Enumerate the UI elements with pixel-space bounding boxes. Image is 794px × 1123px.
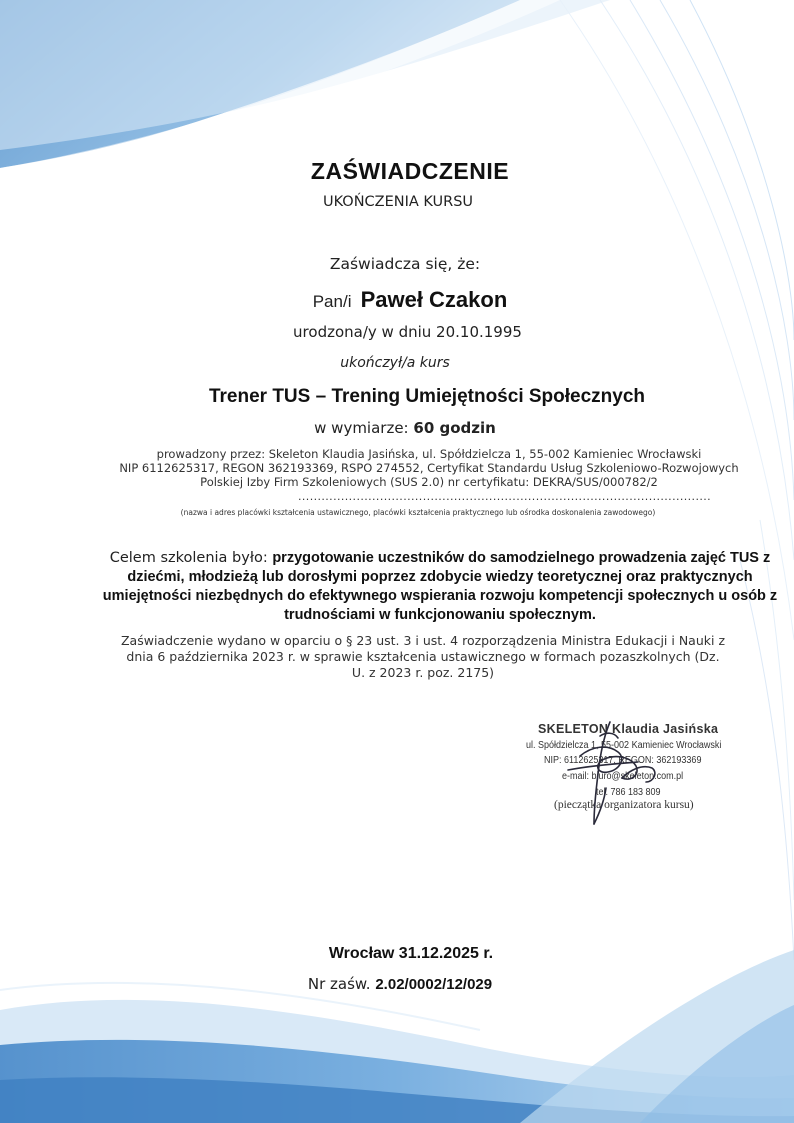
hours-line: [0, 419, 794, 437]
course-name: Trener TUS – Trening Umiejętności Społecznych: [208, 386, 646, 407]
stamp-caption: (pieczątka organizatora kursu): [554, 799, 694, 811]
handwritten-signature: [560, 716, 680, 828]
stamp-address: ul. Spółdzielcza 1, 55-002 Kamieniec Wrocławski: [526, 740, 722, 751]
certificate-subtitle: UKOŃCZENIA KURSU: [322, 194, 474, 210]
provider-line: prowadzony przez: Skeleton Klaudia Jasińska, ul. Spółdzielcza 1, 55-002 Kamieniec Wrocławski: [156, 447, 702, 461]
hours-value: 60 godzin: [413, 419, 496, 437]
provider-line: NIP 6112625317, REGON 362193369, RSPO 274552, Certyfikat Standardu Usług Szkoleniowo-Rozwojowych: [119, 461, 739, 475]
certificate-number: 2.02/0002/12/029: [375, 976, 493, 993]
salutation: Pan/i: [312, 292, 352, 311]
purpose-label: Celem szkolenia było:: [109, 550, 268, 566]
hours-label: w wymiarze:: [314, 419, 409, 437]
name-line: [0, 287, 794, 313]
stamp-phone: tel. 786 183 809: [596, 787, 661, 798]
dotted-line-note: (nazwa i adres placówki kształcenia ustawicznego, placówki kształcenia praktycznego lub ośrodka doskonalenia zawodowego): [180, 508, 656, 517]
stamp-ids: NIP: 6112625317, REGON: 362193369: [544, 755, 702, 766]
legal-basis: Zaświadczenie wydano w oparciu o § 23 ust. 3 i ust. 4 rozporządzenia Ministra Edukacji i Nauki z dnia 6 października 2023 r. w sprawie kształcenia ustawicznego w formach pozaszkolnych (Dz. U. z 2023 r. poz. 2175): [120, 633, 726, 680]
certificate-title: ZAŚWIADCZENIE: [310, 158, 510, 184]
dotted-fill-line: ..........................................................................................................: [298, 490, 712, 503]
stamp-email: e-mail: biuro@skeleton.com.pl: [562, 771, 684, 782]
provider-line: Polskiej Izby Firm Szkoleniowych (SUS 2.0) nr certyfikatu: DEKRA/SUS/000782/2: [200, 475, 658, 489]
course-purpose: [100, 549, 780, 625]
completed-course-label: ukończył/a kurs: [340, 355, 450, 371]
stamp-company: SKELETON Klaudia Jasińska: [538, 722, 719, 736]
certifies-intro: Zaświadcza się, że:: [329, 255, 481, 273]
place-and-date: Wrocław 31.12.2025 r.: [328, 945, 494, 962]
certificate-number-line: [0, 975, 794, 993]
person-name: Paweł Czakon: [360, 287, 508, 312]
certificate-number-label: Nr zaśw.: [307, 975, 371, 993]
purpose-text: przygotowanie uczestników do samodzielnego prowadzenia zajęć TUS z dziećmi, młodzieżą lub dorosłymi poprzez zdobycie wiedzy teoretycznej oraz praktycznych umiejętności niezbędnych do efektywnego wspierania rozwoju kompetencji społecznych u osób z trudnościami w funkcjonowaniu społecznym.: [102, 550, 778, 623]
birth-date-line: urodzona/y w dniu 20.10.1995: [293, 323, 522, 341]
